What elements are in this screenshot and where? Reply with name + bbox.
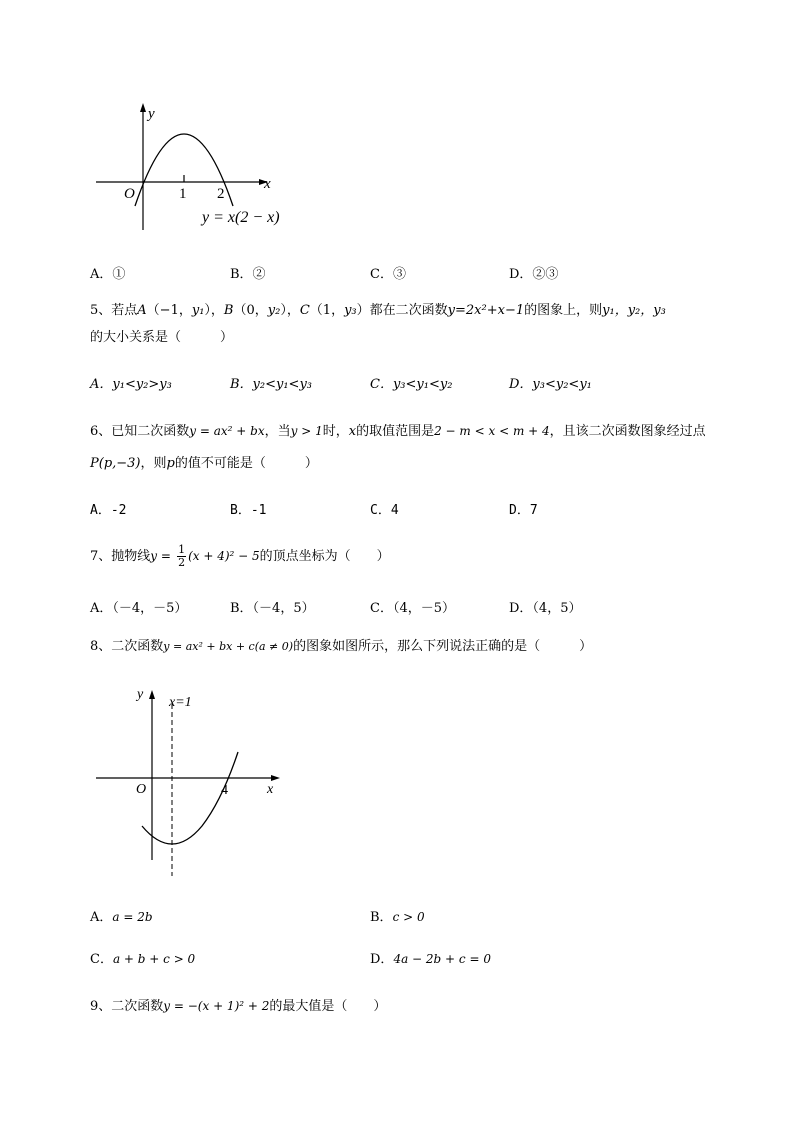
y-axis-label: y xyxy=(148,106,155,122)
graph2-root-label: 4 xyxy=(221,783,228,798)
q8-option-d[interactable] xyxy=(370,948,491,967)
q5-point-c-coord: （1， xyxy=(309,303,345,318)
q6-x: x xyxy=(348,424,357,439)
q6-cond2: 时， xyxy=(322,424,349,439)
q5-line1: 5、若点A（−1，y₁），B（0，y₂），C（1，y₃）都在二次函数y=2x²+x−1的图象上，则y₁，y₂，y₃ xyxy=(90,303,666,318)
q6-option-c[interactable]: C．4 xyxy=(370,503,399,518)
q5-option-a[interactable]: A．y₁<y₂>y₃ xyxy=(90,377,172,392)
q4-option-c[interactable]: C．③ xyxy=(370,267,406,282)
origin-label: O xyxy=(124,186,135,202)
q9-suffix: 的最大值是（ ） xyxy=(269,999,387,1014)
q5-option-d[interactable]: D．y₃<y₂<y₁ xyxy=(509,377,592,392)
q4-option-a[interactable]: A．① xyxy=(90,267,126,282)
q6-option-d[interactable]: D．7 xyxy=(509,503,538,518)
q5-prefix: 5、若点 xyxy=(90,303,138,318)
q6-function: y = ax² + bx xyxy=(189,424,265,438)
q8-option-b[interactable] xyxy=(370,906,425,925)
q7-option-c[interactable]: C．（4，－5） xyxy=(370,601,455,616)
graph2-origin-label: O xyxy=(136,782,147,797)
q6-option-a[interactable]: A．-2 xyxy=(90,503,127,518)
q8-option-b-label: B． xyxy=(370,910,393,925)
q6-line1 xyxy=(90,420,706,443)
q5-point-c: C xyxy=(299,303,310,318)
q8-option-a-text: a = 2b xyxy=(112,910,153,924)
q8-option-a[interactable] xyxy=(90,906,153,925)
graph2-axis-label: x=1 xyxy=(169,695,192,710)
q6-cond3: 的取值范围是 xyxy=(356,424,435,439)
q6-cond-y: y > 1 xyxy=(290,424,323,438)
q7-suffix: 的顶点坐标为（ ） xyxy=(259,549,390,564)
q8-function: y = ax² + bx + c(a ≠ 0) xyxy=(163,640,294,653)
q6-prefix: 6、已知二次函数 xyxy=(90,424,190,439)
q7-option-b[interactable]: B．（－4，5） xyxy=(230,601,315,616)
q7-frac-num: 1 xyxy=(178,543,186,556)
q5-line2: 的大小关系是（ ） xyxy=(90,330,234,345)
q6-cond1: ，当 xyxy=(264,424,291,439)
q7-func-rest: (x + 4)² − 5 xyxy=(188,549,260,563)
q7-option-a[interactable]: A．（－4，－5） xyxy=(90,601,188,616)
q6-line2-end: 的值不可能是（ ） xyxy=(174,456,318,471)
q9-prefix: 9、二次函数 xyxy=(90,999,164,1014)
q5-tail2: 的图象上，则 xyxy=(524,303,603,318)
tick-label-1: 1 xyxy=(179,186,187,202)
q5-point-b: B xyxy=(223,303,234,318)
q7-func-y: y = xyxy=(150,549,171,563)
q5-y3: y₃ xyxy=(344,303,357,318)
q5-point-a: A xyxy=(137,303,147,318)
graph2-x-label: x xyxy=(267,782,274,797)
x-axis-label: x xyxy=(264,176,271,192)
q4-option-d[interactable]: D．②③ xyxy=(509,267,559,282)
curve-label: y = x(2 − x) xyxy=(202,209,280,226)
q8-option-d-text: 4a − 2b + c = 0 xyxy=(393,952,491,966)
q8-option-b-text: c > 0 xyxy=(392,910,425,924)
q6-option-b[interactable]: B．-1 xyxy=(230,503,267,518)
q8-line xyxy=(90,636,592,658)
q7-line xyxy=(90,544,390,569)
q8-option-a-label: A． xyxy=(90,910,113,925)
q6-line2 xyxy=(90,453,318,475)
q7-option-d[interactable]: D．（4，5） xyxy=(509,601,582,616)
q8-suffix: 的图象如图所示，那么下列说法正确的是（ ） xyxy=(293,639,593,654)
q8-option-d-label: D． xyxy=(370,952,394,967)
q6-line2-tail: ，则 xyxy=(140,456,167,471)
q8-option-c-text: a + b + c > 0 xyxy=(112,952,196,966)
q6-cond4: ，且该二次函数图象经过点 xyxy=(549,424,706,439)
graph2-y-label: y xyxy=(137,687,144,702)
q7-frac-den: 2 xyxy=(178,556,186,569)
q7-fraction xyxy=(177,544,186,569)
graph-parabola-2 xyxy=(90,680,290,880)
q5-vars: y₁，y₂，y₃ xyxy=(602,303,666,318)
q5-point-a-coord: （−1， xyxy=(146,303,192,318)
q8-prefix: 8、二次函数 xyxy=(90,639,164,654)
q5-y2: y₂ xyxy=(267,303,281,318)
q9-line xyxy=(90,995,386,1018)
q5-option-b[interactable]: B．y₂<y₁<y₃ xyxy=(230,377,313,392)
q6-range: 2 − m < x < m + 4 xyxy=(434,424,550,438)
graph-parabola-1 xyxy=(90,100,310,235)
q9-function: y = −(x + 1)² + 2 xyxy=(163,999,270,1013)
q7-prefix: 7、抛物线 xyxy=(90,549,151,564)
tick-label-2: 2 xyxy=(217,186,225,202)
q5-point-b-coord: （0， xyxy=(233,303,268,318)
q5-option-c[interactable]: C．y₃<y₁<y₂ xyxy=(370,377,453,392)
q5-function: y=2x²+x−1 xyxy=(447,303,525,318)
q6-point: P(p,−3) xyxy=(90,456,141,471)
q5-y1: y₁ xyxy=(191,303,205,318)
q8-option-c[interactable] xyxy=(90,948,195,967)
q4-option-b[interactable]: B．② xyxy=(230,267,266,282)
q6-p: p xyxy=(166,456,175,471)
q8-option-c-label: C． xyxy=(90,952,113,967)
q5-tail: 都在二次函数 xyxy=(369,303,448,318)
